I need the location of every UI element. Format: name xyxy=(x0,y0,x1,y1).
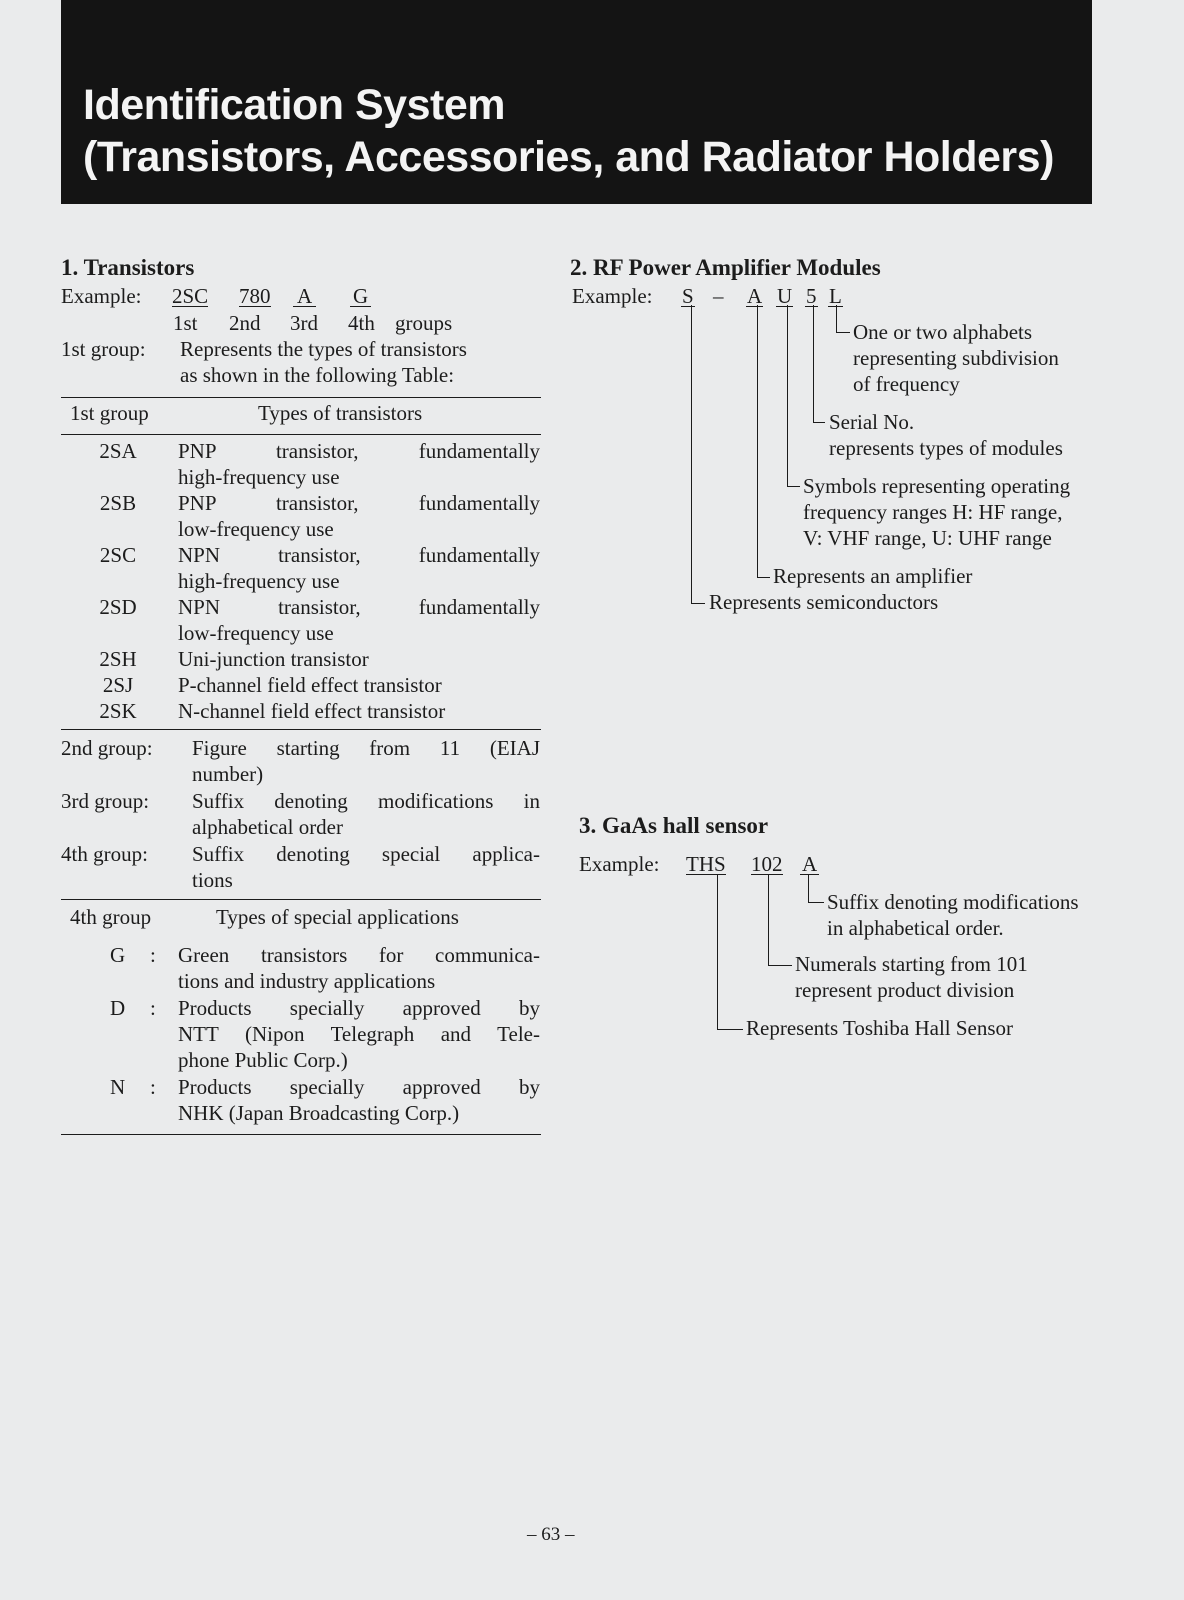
s2-leader-5-vertical xyxy=(813,305,814,422)
table2-desc-g-line2: tions and industry applications xyxy=(178,969,436,993)
table2-code-g: G xyxy=(110,943,126,967)
table2-header-col2: Types of special applications xyxy=(216,905,459,929)
table1-desc-2sj: P-channel field effect transistor xyxy=(178,673,442,697)
s1-group-3rd: 3rd xyxy=(290,311,318,335)
s2-ann-l-line1: One or two alphabets xyxy=(853,320,1033,344)
table1-code-2sj: 2SJ xyxy=(102,673,134,697)
s2-leader-5-horizontal xyxy=(813,422,825,423)
s3-leader-ths-horizontal xyxy=(717,1029,743,1030)
s1-g1-line1: Represents the types of transistors xyxy=(180,337,467,361)
s2-leader-a-horizontal xyxy=(757,577,770,578)
s3-ann-a-line1: Suffix denoting modifications xyxy=(827,890,1079,914)
s1-group-word: groups xyxy=(395,311,453,335)
s1-g1-label: 1st group: xyxy=(61,337,146,361)
table1-desc-2sk: N-channel field effect transistor xyxy=(178,699,446,723)
s2-part-a: A xyxy=(747,284,763,308)
table1-desc-2sa-line2: high-frequency use xyxy=(178,465,340,489)
table2-sep-d: : xyxy=(150,996,156,1020)
table1-code-2sc: 2SC xyxy=(99,543,137,567)
s2-ann-a: Represents an amplifier xyxy=(773,564,973,588)
s3-leader-a-vertical xyxy=(808,874,809,902)
s2-part-u: U xyxy=(777,284,793,308)
s3-ann-a-line2: in alphabetical order. xyxy=(827,916,1004,940)
s2-leader-u-horizontal xyxy=(787,486,800,487)
table2-code-n: N xyxy=(110,1075,126,1099)
s3-example-label: Example: xyxy=(579,852,660,876)
s2-ann-u-line3: V: VHF range, U: UHF range xyxy=(803,526,1052,550)
table1-desc-2sh: Uni-junction transistor xyxy=(178,647,369,671)
s2-example-label: Example: xyxy=(572,284,653,308)
s1-g4-label: 4th group: xyxy=(61,842,148,866)
s3-ann-ths: Represents Toshiba Hall Sensor xyxy=(746,1016,1014,1040)
s1-group-4th: 4th xyxy=(348,311,375,335)
s3-part-ths: THS xyxy=(686,852,726,876)
s2-part-5: 5 xyxy=(806,284,817,308)
s3-ann-102-line1: Numerals starting from 101 xyxy=(795,952,1028,976)
s1-group-1st: 1st xyxy=(173,311,198,335)
s2-leader-a-vertical xyxy=(757,305,758,577)
table1-top-rule xyxy=(61,397,541,398)
table2-header-col1: 4th group xyxy=(70,905,152,929)
table1-code-2sk: 2SK xyxy=(99,699,137,723)
table1-desc-2sd-line2: low-frequency use xyxy=(178,621,334,645)
s2-leader-l-vertical xyxy=(836,305,837,332)
s2-leader-u-vertical xyxy=(787,305,788,486)
s1-g3-line1: Suffix denoting modifications in xyxy=(192,789,540,813)
s3-leader-ths-vertical xyxy=(717,874,718,1029)
s2-ann-s: Represents semiconductors xyxy=(709,590,939,614)
table1-desc-2sb-line2: low-frequency use xyxy=(178,517,334,541)
s3-leader-102-horizontal xyxy=(768,965,792,966)
s3-part-102: 102 xyxy=(751,852,783,876)
table2-desc-d-line3: phone Public Corp.) xyxy=(178,1048,348,1072)
s3-leader-a-horizontal xyxy=(808,902,824,903)
table1-code-2sd: 2SD xyxy=(99,595,137,619)
table1-header-col1: 1st group xyxy=(70,401,149,425)
s1-g2-line1: Figure starting from 11 (EIAJ xyxy=(192,736,540,760)
table2-desc-n-line1: Products specially approved by xyxy=(178,1075,540,1099)
table1-desc-2sc-line2: high-frequency use xyxy=(178,569,340,593)
s2-part-s: S xyxy=(682,284,694,308)
section-2-heading: 2. RF Power Amplifier Modules xyxy=(570,255,881,280)
s2-leader-s-horizontal xyxy=(691,603,705,604)
s2-ann-5-line2: represents types of modules xyxy=(829,436,1063,460)
s2-ann-u-line2: frequency ranges H: HF range, xyxy=(803,500,1063,524)
s1-g1-line2: as shown in the following Table: xyxy=(180,363,455,387)
s2-ann-l-line3: of frequency xyxy=(853,372,960,396)
s1-group-2nd: 2nd xyxy=(229,311,261,335)
page-title-line-2: (Transistors, Accessories, and Radiator Holders) xyxy=(83,133,1054,181)
table2-code-d: D xyxy=(110,996,126,1020)
s1-g4-line1: Suffix denoting special applica- xyxy=(192,842,540,866)
s2-ann-l-line2: representing subdivision xyxy=(853,346,1059,370)
s1-g2-label: 2nd group: xyxy=(61,736,153,760)
s3-part-a: A xyxy=(802,852,818,876)
table1-desc-2sb-line1: PNP transistor, fundamentally xyxy=(178,491,540,515)
table1-desc-2sd-line1: NPN transistor, fundamentally xyxy=(178,595,540,619)
s2-ann-u-line1: Symbols representing operating xyxy=(803,474,1071,498)
table2-desc-d-line2: NTT (Nipon Telegraph and Tele- xyxy=(178,1022,540,1046)
table2-sep-n: : xyxy=(150,1075,156,1099)
table2-desc-g-line1: Green transistors for communica- xyxy=(178,943,540,967)
s3-ann-102-line2: represent product division xyxy=(795,978,1015,1002)
s1-g2-line2: number) xyxy=(192,762,264,786)
page-number: – 63 – xyxy=(527,1524,575,1545)
table2-top-rule xyxy=(61,899,541,900)
s1-g4-line2: tions xyxy=(192,868,233,892)
table1-code-2sh: 2SH xyxy=(99,647,137,671)
table2-bottom-rule xyxy=(61,1134,541,1135)
s2-part-dash: – xyxy=(713,284,724,308)
s1-example-label: Example: xyxy=(61,284,142,308)
s2-leader-s-vertical xyxy=(691,305,692,603)
table2-sep-g: : xyxy=(150,943,156,967)
s1-part-g: G xyxy=(350,286,371,307)
table1-desc-2sa-line1: PNP transistor, fundamentally xyxy=(178,439,540,463)
table1-bottom-rule xyxy=(61,729,541,730)
section-1-heading: 1. Transistors xyxy=(61,255,195,280)
s1-part-780: 780 xyxy=(239,284,271,308)
section-3-heading: 3. GaAs hall sensor xyxy=(579,813,769,838)
s1-part-a: A xyxy=(293,286,316,307)
table1-header-rule xyxy=(61,434,541,435)
s3-leader-102-vertical xyxy=(768,874,769,965)
s2-part-l: L xyxy=(829,284,842,308)
title-banner xyxy=(61,0,1092,204)
table2-desc-d-line1: Products specially approved by xyxy=(178,996,540,1020)
table1-code-2sb: 2SB xyxy=(99,491,137,515)
s2-leader-l-horizontal xyxy=(836,332,850,333)
table1-desc-2sc-line1: NPN transistor, fundamentally xyxy=(178,543,540,567)
s1-g3-label: 3rd group: xyxy=(61,789,150,813)
table1-code-2sa: 2SA xyxy=(99,439,137,463)
s1-part-2sc: 2SC xyxy=(172,284,209,308)
s1-g3-line2: alphabetical order xyxy=(192,815,343,839)
table1-header-col2: Types of transistors xyxy=(258,401,423,425)
s2-ann-5-line1: Serial No. xyxy=(829,410,915,434)
table2-desc-n-line2: NHK (Japan Broadcasting Corp.) xyxy=(178,1101,460,1125)
page-title-line-1: Identification System xyxy=(83,81,505,129)
